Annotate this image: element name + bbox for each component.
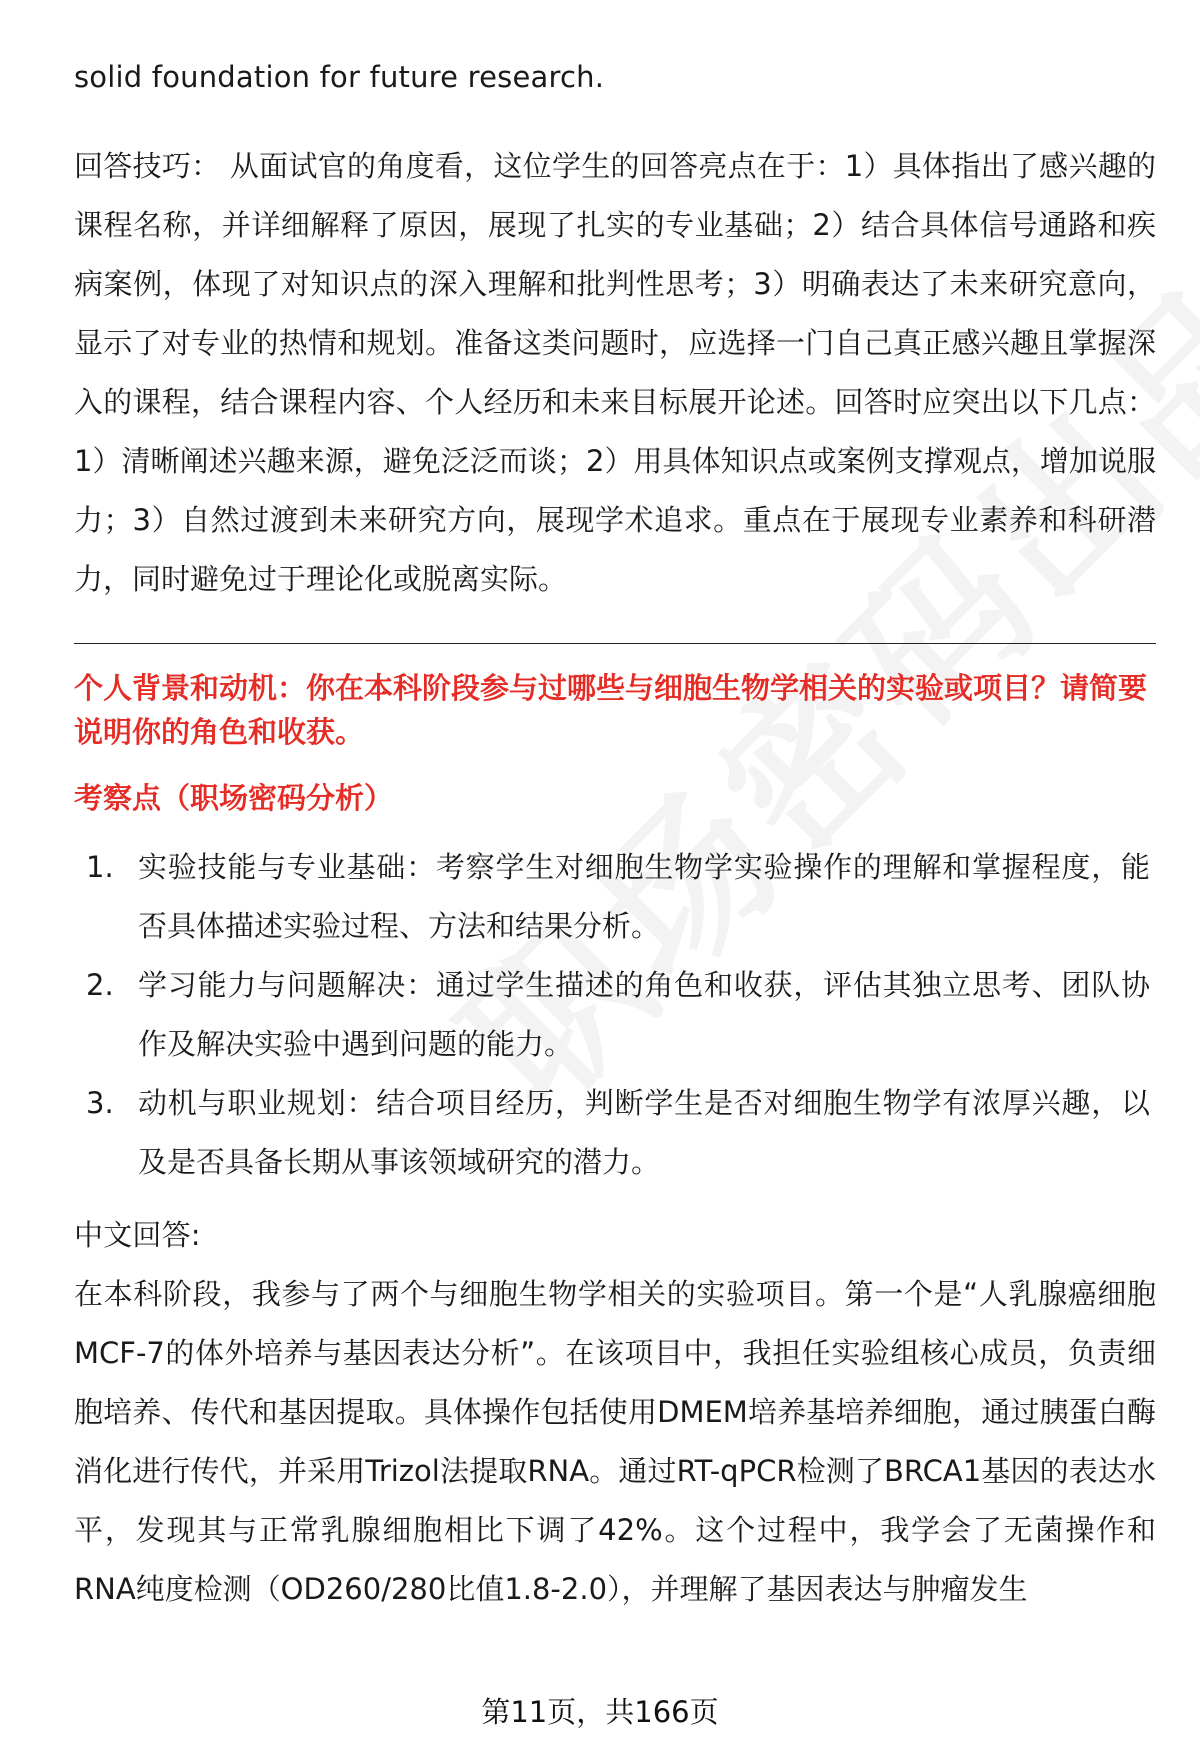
list-item [74, 956, 1156, 1074]
answer-label: 中文回答: [74, 1218, 201, 1252]
section-divider [74, 643, 1156, 644]
assessment-points-heading: 考察点（职场密码分析） [74, 781, 394, 815]
list-text: 学习能力与问题解决：通过学生描述的角色和收获，评估其独立思考、团队协作及解决实验中遇到问题的能力。 [138, 968, 1150, 1061]
list-text: 实验技能与专业基础：考察学生对细胞生物学实验操作的理解和掌握程度，能否具体描述实验过程、方法和结果分析。 [138, 850, 1150, 943]
list-item [74, 838, 1156, 956]
answer-tips-paragraph: 回答技巧： 从面试官的角度看，这位学生的回答亮点在于：1）具体指出了感兴趣的课程名称，并详细解释了原因，展现了扎实的专业基础；2）结合具体信号通路和疾病案例，体现了对知识点的深入理解和批判性思考；3）明确表达了未来研究意向，显示了对专业的热情和规划。准备这类问题时，应选择一门自己真正感兴趣且掌握深入的课程，结合课程内容、个人经历和未来目标展开论述。回答时应突出以下几点：1）清晰阐述兴趣来源，避免泛泛而谈；2）用具体知识点或案例支撑观点，增加说服力；3）自然过渡到未来研究方向，展现学术追求。重点在于展现专业素养和科研潜力，同时避免过于理论化或脱离实际。 [74, 149, 1156, 596]
list-number: 1. [86, 850, 114, 884]
question-heading: 个人背景和动机：你在本科阶段参与过哪些与细胞生物学相关的实验或项目？请简要说明你的角色和收获。 [74, 671, 1148, 749]
list-item [74, 1074, 1156, 1192]
assessment-points-list [74, 838, 1156, 1192]
continued-text: solid foundation for future research. [74, 60, 605, 94]
answer-paragraph: 在本科阶段，我参与了两个与细胞生物学相关的实验项目。第一个是“人乳腺癌细胞MCF-7的体外培养与基因表达分析”。在该项目中，我担任实验组核心成员，负责细胞培养、传代和基因提取。具体操作包括使用DMEM培养基培养细胞，通过胰蛋白酶消化进行传代，并采用Trizol法提取RNA。通过RT-qPCR检测了BRCA1基因的表达水平，发现其与正常乳腺细胞相比下调了42%。这个过程中，我学会了无菌操作和RNA纯度检测（OD260/280比值1.8-2.0），并理解了基因表达与肿瘤发生 [74, 1277, 1156, 1606]
page-number: 第11页，共166页 [481, 1695, 719, 1729]
list-number: 2. [86, 968, 114, 1002]
list-text: 动机与职业规划：结合项目经历，判断学生是否对细胞生物学有浓厚兴趣，以及是否具备长期从事该领域研究的潜力。 [138, 1086, 1150, 1179]
document-page [74, 48, 1156, 1619]
list-number: 3. [86, 1086, 114, 1120]
